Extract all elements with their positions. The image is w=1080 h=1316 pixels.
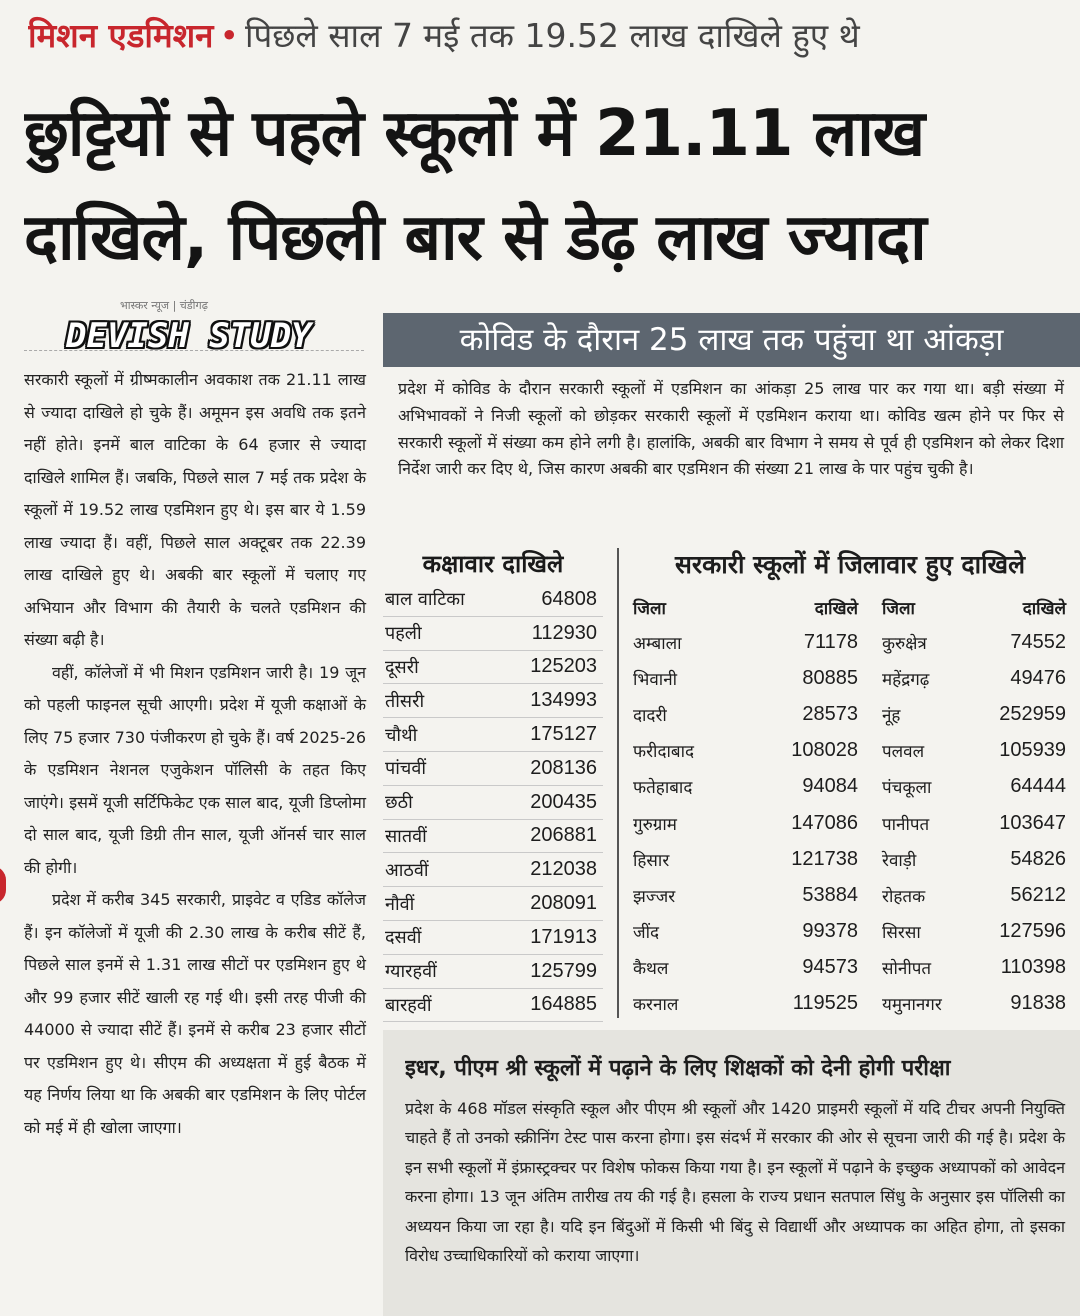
districtwise-row xyxy=(633,624,1066,660)
district-admissions: 71178 xyxy=(803,630,858,653)
district-admissions: 94573 xyxy=(802,956,858,979)
class-admissions: 200435 xyxy=(530,790,597,813)
classwise-row xyxy=(383,887,603,921)
class-admissions: 64808 xyxy=(541,587,597,610)
class-admissions: 125203 xyxy=(530,655,597,678)
district-admissions: 91838 xyxy=(1010,992,1066,1015)
district-admissions: 49476 xyxy=(1010,666,1066,689)
classwise-row xyxy=(383,684,603,718)
classwise-row xyxy=(383,617,603,651)
district-admissions: 99378 xyxy=(802,920,858,943)
classwise-title: कक्षावार दाखिले xyxy=(422,550,564,578)
district-name: यमुनानगर xyxy=(882,995,942,1016)
class-label: नौवीं xyxy=(385,893,415,915)
class-label: पांचवीं xyxy=(385,758,426,780)
kicker-line xyxy=(28,10,1068,62)
district-admissions: 121738 xyxy=(791,847,858,870)
districtwise-row xyxy=(633,660,1066,696)
district-name: गुरुग्राम xyxy=(633,814,677,835)
header-admissions-1: दाखिले xyxy=(814,598,858,619)
district-admissions: 94084 xyxy=(802,775,858,798)
districtwise-row xyxy=(633,914,1066,950)
lead-paragraph-2: वहीं, कॉलेजों में भी मिशन एडमिशन जारी है। 19 जून को पहली फाइनल सूची आएगी। प्रदेश में यूजी कक्षाओं के लिए 75 हजार 730 पंजीकरण हो चुके हैं। वर्ष 2025-26 के एडमिशन नेशनल एजुकेशन पॉलिसी के तहत किए जाएंगे। इसमें यूजी सर्टिफिकेट एक साल बाद, यूजी डिप्लोमा दो साल बाद, यूजी डिग्री तीन साल, यूजी ऑनर्स चार साल की होगी। xyxy=(24,662,366,877)
classwise-row xyxy=(383,955,603,989)
district-name: भिवानी xyxy=(633,669,678,690)
class-label: ग्यारहवीं xyxy=(385,961,437,983)
district-name: पलवल xyxy=(882,742,925,763)
class-label: तीसरी xyxy=(385,690,425,712)
classwise-row xyxy=(383,583,603,617)
districtwise-row xyxy=(633,841,1066,877)
district-name: सिरसा xyxy=(882,923,921,944)
district-admissions: 119525 xyxy=(792,992,858,1015)
district-name: रेवाड़ी xyxy=(882,850,917,871)
headline-line-2: दाखिले, पिछली बार से डेढ़ लाख ज्यादा xyxy=(24,201,926,275)
district-admissions: 127596 xyxy=(999,920,1066,943)
headline xyxy=(24,82,1064,290)
district-admissions: 53884 xyxy=(802,883,858,906)
district-admissions: 103647 xyxy=(999,811,1066,834)
class-label: बाल वाटिका xyxy=(385,589,465,611)
district-admissions: 80885 xyxy=(802,666,858,689)
class-label: आठवीं xyxy=(385,859,429,881)
header-district-2: जिला xyxy=(882,598,915,619)
district-admissions: 74552 xyxy=(1010,630,1066,653)
districtwise-row xyxy=(633,696,1066,732)
district-admissions: 252959 xyxy=(999,702,1066,725)
district-name: कुरुक्षेत्र xyxy=(882,633,927,654)
district-name: नूंह xyxy=(882,705,901,726)
district-name: फरीदाबाद xyxy=(633,742,695,763)
class-label: दूसरी xyxy=(385,656,419,678)
classwise-row xyxy=(383,853,603,887)
class-label: छठी xyxy=(385,792,413,814)
class-label: सातवीं xyxy=(385,825,427,847)
district-admissions: 28573 xyxy=(802,702,858,725)
districtwise-title: सरकारी स्कूलों में जिलावार हुए दाखिले xyxy=(674,550,1026,579)
district-admissions: 105939 xyxy=(999,739,1066,762)
class-admissions: 208091 xyxy=(530,892,597,915)
lead-paragraph-1: सरकारी स्कूलों में ग्रीष्मकालीन अवकाश तक 21.11 लाख से ज्यादा दाखिले हो चुके हैं। अमूमन इस अवधि तक इतने नहीं होते। इनमें बाल वाटिका के 64 हजार से ज्यादा दाखिले शामिल हैं। जबकि, पिछले साल 7 मई तक प्रदेश के स्कूलों में 19.52 लाख एडमिशन हुए थे। इस बार ये 1.59 लाख ज्यादा हैं। वहीं, पिछले साल अक्टूबर तक 22.39 लाख दाखिले हुए थे। अबकी बार स्कूलों में चलाए गए अभियान और विभाग की तैयारी के चलते एडमिशन की संख्या बढ़ी है। xyxy=(24,370,366,649)
district-name: रोहतक xyxy=(882,886,926,907)
red-margin-mark xyxy=(0,866,6,904)
district-admissions: 56212 xyxy=(1010,883,1066,906)
district-name: फतेहाबाद xyxy=(633,778,693,799)
district-name: पानीपत xyxy=(882,814,930,835)
class-label: दसवीं xyxy=(385,927,422,949)
pm-shri-paragraph: प्रदेश के 468 मॉडल संस्कृति स्कूल और पीएम श्री स्कूलों और 1420 प्राइमरी स्कूलों में यदि टीचर अपनी नियुक्ति चाहते हैं तो उनको स्क्रीनिंग टेस्ट पास करना होगा। इस संदर्भ में सरकार की ओर से सूचना जारी की गई है। प्रदेश के इन सभी स्कूलों में इंफ्रास्ट्रक्चर पर विशेष फोकस किया गया है। इन स्कूलों में पढ़ाने के इच्छुक अध्यापकों को आवेदन करना होगा। 13 जून अंतिम तारीख तय की गई है। हसला के राज्य प्रधान सतपाल सिंधु के अनुसार इस पॉलिसी का अध्ययन किया जा रहा है। यदि इन बिंदुओं में किसी भी बिंदु से विद्यार्थी और अध्यापक का अहित होगा, तो इसका विरोध उच्चाधिकारियों को कराया जाएगा। xyxy=(405,1099,1065,1266)
byline: भास्कर न्यूज | चंडीगढ़ xyxy=(120,299,208,312)
headline-line-1: छुट्टियों से पहले स्कूलों में 21.11 लाख xyxy=(24,97,925,171)
class-admissions: 112930 xyxy=(531,621,597,644)
district-name: जींद xyxy=(633,923,660,944)
class-admissions: 206881 xyxy=(530,824,597,847)
class-label: बारहवीं xyxy=(385,994,432,1016)
districtwise-row xyxy=(633,986,1066,1022)
district-name: पंचकूला xyxy=(882,778,932,799)
class-admissions: 212038 xyxy=(530,858,597,881)
districtwise-table xyxy=(633,590,1066,1022)
kicker-subtitle: पिछले साल 7 मई तक 19.52 लाख दाखिले हुए थे xyxy=(244,16,860,55)
district-admissions: 64444 xyxy=(1010,775,1066,798)
classwise-row xyxy=(383,820,603,854)
class-admissions: 175127 xyxy=(530,723,597,746)
classwise-row xyxy=(383,651,603,685)
class-label: पहली xyxy=(385,623,422,645)
classwise-row xyxy=(383,752,603,786)
district-name: अम्बाला xyxy=(633,633,682,654)
district-name: सोनीपत xyxy=(882,959,932,980)
class-admissions: 125799 xyxy=(530,959,597,982)
district-admissions: 110398 xyxy=(1000,956,1066,979)
lead-article xyxy=(24,364,366,1144)
classwise-row xyxy=(383,989,603,1023)
districtwise-row xyxy=(633,769,1066,805)
classwise-table xyxy=(383,583,603,1022)
covid-article xyxy=(398,376,1064,483)
district-name: झज्जर xyxy=(633,886,676,907)
covid-paragraph: प्रदेश में कोविड के दौरान सरकारी स्कूलों में एडमिशन का आंकड़ा 25 लाख पार कर गया था। बड़ी संख्या में अभिभावकों ने निजी स्कूलों को छोड़कर सरकारी स्कूलों में एडमिशन कराया था। कोविड खत्म होने पर फिर से सरकारी स्कूलों में संख्या कम होने लगी है। हालांकि, अबकी बार विभाग ने समय से पूर्व ही एडमिशन को लेकर दिशा निर्देश जारी कर दिए थे, जिस कारण अबकी बार एडमिशन की संख्या 21 लाख के पार पहुंच चुकी है। xyxy=(398,379,1064,479)
district-name: हिसार xyxy=(633,850,670,871)
kicker-label: मिशन एडमिशन xyxy=(28,16,214,55)
district-name: दादरी xyxy=(633,705,667,726)
class-admissions: 134993 xyxy=(530,689,597,712)
classwise-row xyxy=(383,786,603,820)
district-admissions: 54826 xyxy=(1010,847,1066,870)
district-admissions: 108028 xyxy=(791,739,858,762)
districtwise-header-row xyxy=(633,590,1066,624)
districtwise-row xyxy=(633,950,1066,986)
kicker-bullet: • xyxy=(219,16,239,55)
class-admissions: 208136 xyxy=(530,756,597,779)
class-admissions: 171913 xyxy=(530,925,597,948)
districtwise-row xyxy=(633,805,1066,841)
lead-paragraph-3: प्रदेश में करीब 345 सरकारी, प्राइवेट व एडिड कॉलेज हैं। इन कॉलेजों में यूजी की 2.30 लाख के करीब सीटें हैं, पिछले साल इनमें से 1.31 लाख सीटों पर एडमिशन हुए थे और 99 हजार सीटें खाली रह गई थी। इसी तरह पीजी की 44000 से ज्यादा सीटें हैं। इनमें से करीब 23 हजार सीटों पर एडमिशन हुए थे। सीएम की अध्यक्षता में हुई बैठक में यह निर्णय लिया था कि अबकी बार एडमिशन के लिए पोर्टल को मई में ही खोला जाएगा। xyxy=(24,890,366,1137)
district-name: कैथल xyxy=(633,959,669,980)
districtwise-row xyxy=(633,733,1066,769)
divider xyxy=(24,350,364,351)
class-label: चौथी xyxy=(385,724,418,746)
districtwise-row xyxy=(633,877,1066,913)
class-admissions: 164885 xyxy=(530,993,597,1016)
watermark-logo: DEVISH STUDY xyxy=(66,316,312,356)
district-name: महेंद्रगढ़ xyxy=(882,669,930,690)
classwise-row xyxy=(383,921,603,955)
pm-shri-title: इधर, पीएम श्री स्कूलों में पढ़ाने के लिए शिक्षकों को देनी होगी परीक्षा xyxy=(405,1056,951,1081)
district-name: करनाल xyxy=(633,995,679,1016)
header-district-1: जिला xyxy=(633,598,666,619)
classwise-row xyxy=(383,718,603,752)
column-divider xyxy=(617,548,619,1018)
district-admissions: 147086 xyxy=(791,811,858,834)
header-admissions-2: दाखिले xyxy=(1022,598,1066,619)
covid-heading: कोविड के दौरान 25 लाख तक पहुंचा था आंकड़ा xyxy=(383,313,1080,367)
pm-shri-article xyxy=(405,1094,1065,1270)
